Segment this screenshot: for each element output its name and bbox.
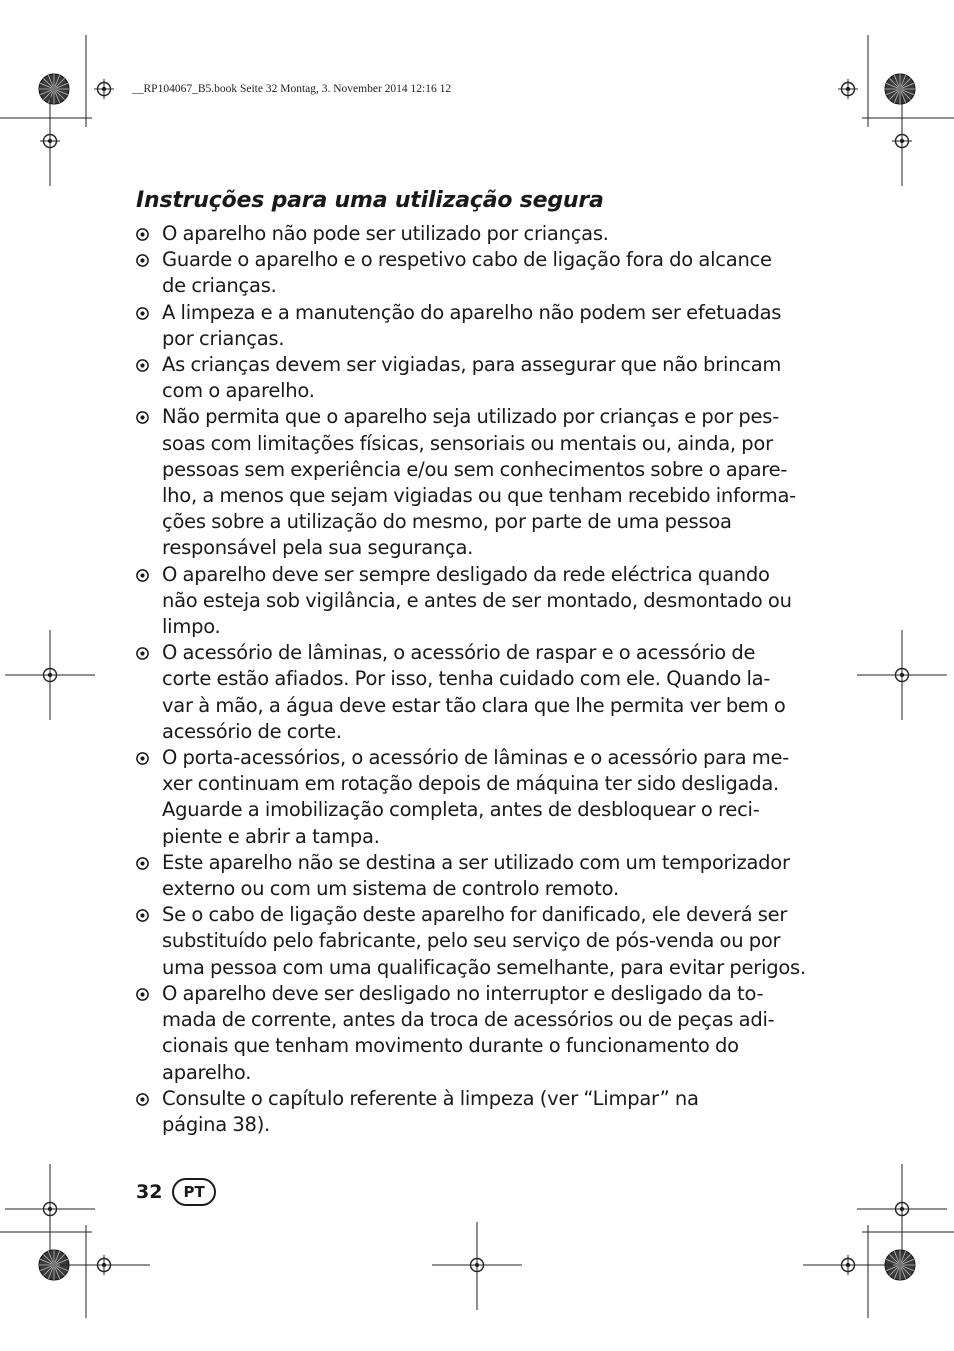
list-item-text-line: Consulte o capítulo referente à limpeza (ver “Limpar” na (162, 1086, 699, 1110)
circled-dot-icon (136, 254, 149, 267)
list-item-text-line: xer continuam em rotação depois de máquina ter sido desligada. (162, 772, 779, 796)
circled-dot-icon (136, 752, 149, 765)
list-item (136, 352, 796, 404)
list-item-text-line: cionais que tenham movimento durante o funcionamento do (162, 1034, 739, 1058)
list-item-text-line: Não permita que o aparelho seja utilizado por crianças e por pes- (162, 405, 779, 429)
list-item-text-line: corte estão afiados. Por isso, tenha cuidado com ele. Quando la- (162, 667, 771, 691)
list-item (136, 1086, 796, 1138)
section-title: Instruções para uma utilização segura (136, 188, 604, 213)
print-file-info: __RP104067_B5.book Seite 32 Montag, 3. November 2014 12:16 12 (132, 83, 452, 95)
list-item (136, 981, 796, 1086)
list-item-text-line: pessoas sem experiência e/ou sem conhecimentos sobre o apare- (162, 457, 788, 481)
list-item (136, 640, 796, 745)
list-item-text-line: Guarde o aparelho e o respetivo cabo de ligação fora do alcance (162, 248, 772, 272)
list-item-text-line: Aguarde a imobilização completa, antes de desbloquear o reci- (162, 798, 760, 822)
list-item-text-line: página 38). (162, 1112, 270, 1136)
list-item (136, 850, 796, 902)
list-item-text-line: O acessório de lâminas, o acessório de raspar e o acessório de (162, 641, 756, 665)
registration-rosette (39, 74, 69, 104)
list-item-text-line: acessório de corte. (162, 719, 342, 743)
circled-dot-icon (136, 569, 149, 582)
list-item-text-line: var à mão, a água deve estar tão clara que lhe permita ver bem o (162, 693, 786, 717)
circled-dot-icon (136, 359, 149, 372)
list-item-text-line: Este aparelho não se destina a ser utilizado com um temporizador (162, 850, 790, 874)
list-item-text-line: O aparelho deve ser desligado no interruptor e desligado da to- (162, 981, 764, 1005)
list-item-text-line: não esteja sob vigilância, e antes de ser montado, desmontado ou (162, 588, 792, 612)
list-item-text-line: externo ou com um sistema de controlo remoto. (162, 877, 619, 901)
list-item (136, 300, 796, 352)
circled-dot-icon (136, 411, 149, 424)
list-item (136, 404, 796, 561)
list-item-text-line: O aparelho deve ser sempre desligado da rede eléctrica quando (162, 562, 770, 586)
circled-dot-icon (136, 307, 149, 320)
safety-instructions-list (136, 221, 806, 1138)
list-item-text-line: aparelho. (162, 1060, 252, 1084)
circled-dot-icon (136, 857, 149, 870)
list-item-text-line: O porta-acessórios, o acessório de lâminas e o acessório para me- (162, 746, 790, 770)
circled-dot-icon (136, 988, 149, 1001)
list-item-text-line: A limpeza e a manutenção do aparelho não podem ser efetuadas (162, 300, 782, 324)
language-badge: PT (172, 1178, 215, 1206)
list-item-text-line: por crianças. (162, 326, 285, 350)
list-item-text-line: soas com limitações físicas, sensoriais ou mentais ou, ainda, por (162, 431, 773, 455)
list-item-text-line: limpo. (162, 615, 221, 639)
list-item-text-line: mada de corrente, antes da troca de acessórios ou de peças adi- (162, 1008, 775, 1032)
list-item-text-line: com o aparelho. (162, 379, 315, 403)
registration-crosshair (94, 79, 114, 99)
registration-crosshair (838, 79, 858, 99)
list-item-text-line: de crianças. (162, 274, 277, 298)
list-item-text-line: Se o cabo de ligação deste aparelho for danificado, ele deverá ser (162, 903, 788, 927)
list-item (136, 221, 796, 247)
list-item-text-line: substituído pelo fabricante, pelo seu serviço de pós-venda ou por (162, 929, 781, 953)
registration-rosette (885, 74, 915, 104)
list-item-text-line: As crianças devem ser vigiadas, para assegurar que não brincam (162, 353, 782, 377)
list-item-text-line: uma pessoa com uma qualificação semelhante, para evitar perigos. (162, 955, 806, 979)
list-item (136, 902, 806, 981)
list-item (136, 247, 796, 299)
circled-dot-icon (136, 909, 149, 922)
circled-dot-icon (136, 647, 149, 660)
list-item-text-line: lho, a menos que sejam vigiadas ou que tenham recebido informa- (162, 484, 796, 508)
page-number: 32 (136, 1181, 163, 1203)
list-item (136, 745, 796, 850)
page-footer (136, 1178, 216, 1206)
circled-dot-icon (136, 1093, 149, 1106)
list-item-text-line: responsável pela sua segurança. (162, 536, 474, 560)
list-item-text-line: O aparelho não pode ser utilizado por crianças. (162, 222, 609, 245)
circled-dot-icon (136, 228, 149, 241)
list-item-text-line: ções sobre a utilização do mesmo, por parte de uma pessoa (162, 510, 732, 534)
list-item (136, 562, 796, 641)
list-item-text-line: piente e abrir a tampa. (162, 824, 380, 848)
